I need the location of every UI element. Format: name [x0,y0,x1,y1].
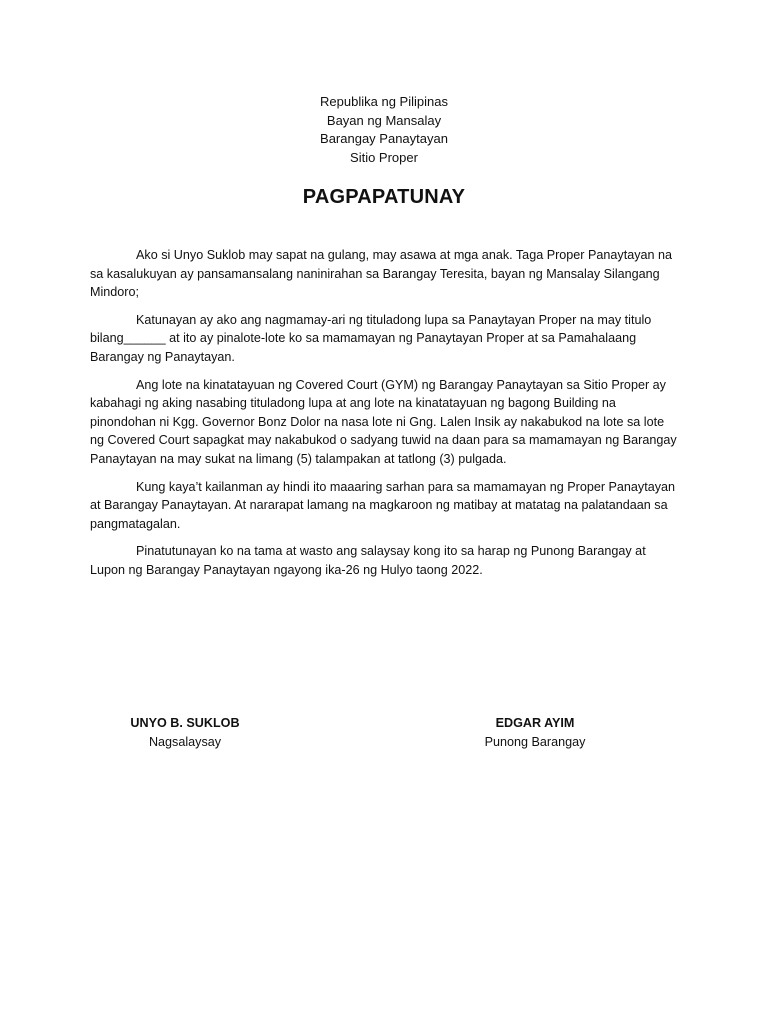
captain-name: EDGAR AYIM [495,716,575,730]
document-body [90,246,680,589]
header-republic: Republika ng Pilipinas [320,94,448,109]
paragraph-3: Ang lote na kinatatayuan ng Covered Court (GYM) ng Barangay Panaytayan sa Sitio Proper ay kabahagi ng aking nasabing tituladong lupa at ang lote na kinatatayuan ng bagong Building na pinondohan ni Kgg. Governor Bonz Dolor na nasa lote ni Gng. Lalen Insik ay nakabukod na lote sa lote ng Covered Court sapagkat may nakabukod o sadyang tuwid na daan para sa mamamayan ng Barangay Panaytayan na may sukat na limang (5) talampakan at tatlong (3) pulgada. [90,377,677,466]
document-title: PAGPAPATUNAY [302,186,466,208]
paragraph-1: Ako si Unyo Suklob may sapat na gulang, may asawa at mga anak. Taga Proper Panaytayan na sa kasalukuyan ay pansamansalang naninirahan sa Barangay Teresita, bayan ng Mansalay Silangang Mindoro; [90,248,673,300]
header-barangay: Barangay Panaytayan [320,131,448,147]
paragraph-5: Pinatutunayan ko na tama at wasto ang salaysay kong ito sa harap ng Punong Barangay at Lupon ng Barangay Panaytayan ngayong ika-26 ng Hulyo taong 2022. [90,544,646,577]
affiant-role: Nagsalaysay [148,735,222,749]
paragraph-4: Kung kaya’t kailanman ay hindi ito maaaring sarhan para sa mamamayan ng Proper Panaytayan at Barangay Panaytayan. At nararapat lamang na magkaroon ng matibay at matatag na palatandaan sa pangmatagalan. [90,479,676,531]
captain-role: Punong Barangay [484,735,586,749]
header-municipality: Bayan ng Mansalay [326,112,442,128]
signature-block-captain [460,714,610,752]
affiant-name: UNYO B. SUKLOB [130,716,240,730]
signature-block-affiant [110,714,260,752]
paragraph-2: Katunayan ay ako ang nagmamay-ari ng tituladong lupa sa Panaytayan Proper na may titulo bilang______ at ito ay pinalote-lote ko sa mamamayan ng Panaytayan Proper at sa Pamahalaang Barangay ng Panaytayan. [90,312,652,364]
document-header [0,93,768,167]
header-sitio: Sitio Proper [350,149,418,165]
